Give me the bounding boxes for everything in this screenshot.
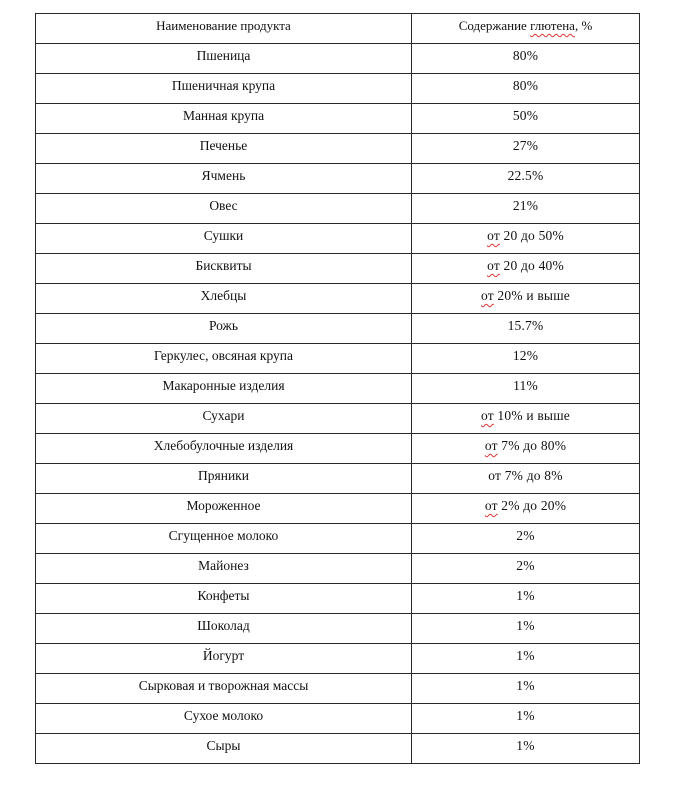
product-name-cell: Сухари [36, 404, 412, 434]
gluten-value-cell: 1% [412, 584, 640, 614]
product-name-cell: Конфеты [36, 584, 412, 614]
product-name-cell: Пряники [36, 464, 412, 494]
header-gluten-content [412, 14, 640, 44]
table-row [36, 224, 640, 254]
table-row [36, 74, 640, 104]
table-row [36, 674, 640, 704]
table-row [36, 464, 640, 494]
gluten-content-document [35, 13, 639, 764]
product-name-cell: Сыры [36, 734, 412, 764]
gluten-value-cell: 1% [412, 644, 640, 674]
product-name-cell: Печенье [36, 134, 412, 164]
product-name-cell: Пшеница [36, 44, 412, 74]
header-gluten-word: глютена [530, 18, 575, 33]
product-name-cell: Пшеничная крупа [36, 74, 412, 104]
table-row [36, 704, 640, 734]
product-name-cell: Манная крупа [36, 104, 412, 134]
product-name-cell: Сырковая и творожная массы [36, 674, 412, 704]
gluten-value-cell: 27% [412, 134, 640, 164]
product-name-cell: Макаронные изделия [36, 374, 412, 404]
gluten-value-cell: 50% [412, 104, 640, 134]
table-body [36, 44, 640, 764]
spellcheck-underline: от [480, 408, 494, 423]
gluten-value-cell: от 20% и выше [412, 284, 640, 314]
header-gluten-suffix: , % [574, 18, 593, 33]
gluten-value-cell: 1% [412, 614, 640, 644]
table-row [36, 344, 640, 374]
header-gluten-prefix: Содержание [458, 18, 531, 33]
gluten-value-cell: 1% [412, 734, 640, 764]
gluten-value-cell: от 20 до 40% [412, 254, 640, 284]
product-name-cell: Рожь [36, 314, 412, 344]
spellcheck-underline: от [484, 438, 498, 453]
gluten-value-cell: 2% [412, 524, 640, 554]
gluten-value-cell: 1% [412, 704, 640, 734]
product-name-cell: Йогурт [36, 644, 412, 674]
table-row [36, 44, 640, 74]
spellcheck-underline: от [487, 228, 500, 243]
product-name-cell: Мороженное [36, 494, 412, 524]
gluten-value-cell: 21% [412, 194, 640, 224]
table-row [36, 284, 640, 314]
table-row [36, 194, 640, 224]
product-name-cell: Бисквиты [36, 254, 412, 284]
table-row [36, 494, 640, 524]
product-name-cell: Сушки [36, 224, 412, 254]
gluten-value-cell: 12% [412, 344, 640, 374]
gluten-value-cell: 1% [412, 674, 640, 704]
gluten-value-cell: 11% [412, 374, 640, 404]
gluten-value-cell: 22.5% [412, 164, 640, 194]
table-row [36, 164, 640, 194]
gluten-value-cell: 2% [412, 554, 640, 584]
table-header-row [36, 14, 640, 44]
product-name-cell: Ячмень [36, 164, 412, 194]
table-row [36, 104, 640, 134]
gluten-value-cell: 80% [412, 44, 640, 74]
product-name-cell: Шоколад [36, 614, 412, 644]
table-row [36, 644, 640, 674]
gluten-value-cell: от 2% до 20% [412, 494, 640, 524]
spellcheck-underline: от [487, 258, 500, 273]
table-row [36, 254, 640, 284]
table-row [36, 554, 640, 584]
table-row [36, 524, 640, 554]
product-name-cell: Хлебцы [36, 284, 412, 314]
gluten-value-cell: от 7% до 8% [412, 464, 640, 494]
header-product-name: Наименование продукта [36, 14, 412, 44]
table-row [36, 614, 640, 644]
table-row [36, 404, 640, 434]
table-row [36, 584, 640, 614]
product-name-cell: Геркулес, овсяная крупа [36, 344, 412, 374]
spellcheck-underline: от [480, 288, 494, 303]
gluten-value-cell: 15.7% [412, 314, 640, 344]
table-row [36, 734, 640, 764]
product-name-cell: Майонез [36, 554, 412, 584]
gluten-value-cell: от 10% и выше [412, 404, 640, 434]
gluten-value-cell: от 7% до 80% [412, 434, 640, 464]
product-name-cell: Овес [36, 194, 412, 224]
spellcheck-underline: от [484, 498, 498, 513]
table-row [36, 134, 640, 164]
product-name-cell: Хлебобулочные изделия [36, 434, 412, 464]
gluten-value-cell: 80% [412, 74, 640, 104]
product-name-cell: Сгущенное молоко [36, 524, 412, 554]
table-row [36, 374, 640, 404]
table-row [36, 314, 640, 344]
product-name-cell: Сухое молоко [36, 704, 412, 734]
gluten-value-cell: от 20 до 50% [412, 224, 640, 254]
gluten-content-table [35, 13, 640, 764]
table-row [36, 434, 640, 464]
